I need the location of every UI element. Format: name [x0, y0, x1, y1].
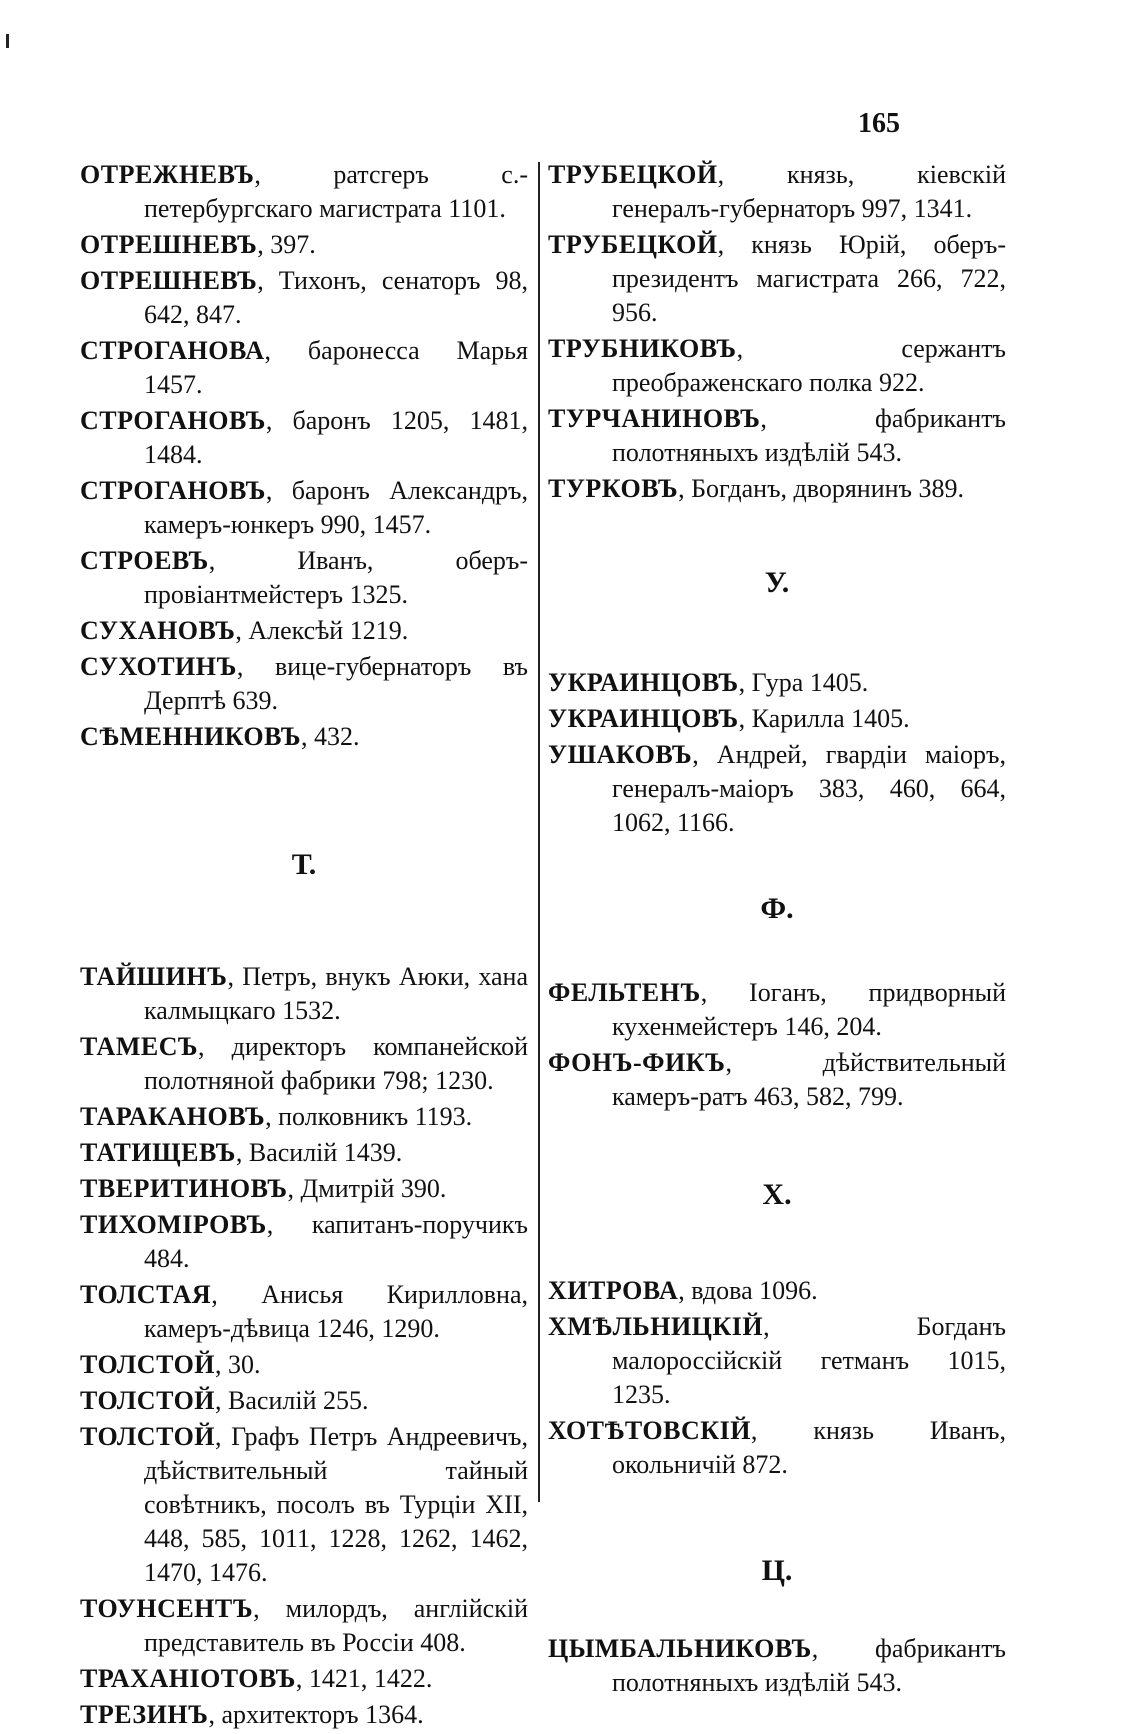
entry-surname: ФОНЪ-ФИКЪ — [548, 1048, 726, 1077]
index-entry — [80, 1348, 528, 1382]
index-entry — [80, 1100, 528, 1134]
entry-text: , дѣйствительный камеръ-ратъ 463, 582, 799. — [612, 1048, 1006, 1111]
letter-heading-kh: Х. — [762, 1178, 792, 1211]
entry-text: , вдова 1096. — [678, 1276, 818, 1305]
entry-surname: ТИХОМІРОВЪ — [80, 1210, 267, 1239]
entry-surname: ФЕЛЬТЕНЪ — [548, 978, 701, 1007]
entries-group — [548, 1632, 1006, 1700]
index-entry — [80, 544, 528, 612]
entry-text: , Богданъ, дворянинъ 389. — [678, 474, 964, 503]
entry-surname: ТРАХАНІОТОВЪ — [80, 1664, 296, 1693]
letter-heading-f: Ф. — [760, 892, 794, 925]
letter-heading-ts: Ц. — [761, 1554, 793, 1587]
entry-surname: ТОЛСТОЙ — [80, 1350, 216, 1379]
entry-surname: ТАЙШИНЪ — [80, 962, 228, 991]
entry-surname: ЦЫМБАЛЬНИКОВЪ — [548, 1634, 812, 1663]
entry-surname: ТОЛСТОЙ — [80, 1422, 216, 1451]
entry-text: , Иванъ, оберъ-провіантмейстеръ 1325. — [144, 546, 528, 609]
index-entry — [548, 738, 1006, 840]
entries-group — [548, 976, 1006, 1114]
index-entry — [80, 334, 528, 402]
entry-text: , фабрикантъ полотняныхъ издѣлій 543. — [612, 404, 1006, 467]
entry-text: , 432. — [300, 722, 360, 751]
entry-text: , Дмитрій 390. — [287, 1174, 447, 1203]
left-column — [80, 158, 528, 1734]
entry-surname: ТВЕРИТИНОВЪ — [80, 1174, 288, 1203]
entry-surname: СТРОЕВЪ — [80, 546, 209, 575]
index-entry — [80, 960, 528, 1028]
index-entry — [80, 720, 528, 754]
index-entry — [548, 1046, 1006, 1114]
index-entry — [548, 976, 1006, 1044]
entry-surname: СУХОТИНЪ — [80, 652, 237, 681]
entry-text: , Тихонъ, сенаторъ 98, 642, 847. — [144, 266, 528, 329]
index-entry — [548, 158, 1006, 226]
entry-text: , Василій 1439. — [235, 1138, 403, 1167]
entries-group — [548, 1274, 1006, 1482]
index-entry — [548, 1274, 1006, 1308]
index-entry — [548, 332, 1006, 400]
page-number: 165 — [858, 108, 900, 139]
entry-text: , Алексѣй 1219. — [235, 616, 409, 645]
entry-surname: ТАМЕСЪ — [80, 1032, 199, 1061]
entry-text: , 397. — [257, 230, 316, 259]
entry-surname: ТРУБЕЦКОЙ — [548, 230, 718, 259]
index-entry — [80, 228, 528, 262]
index-entry — [80, 614, 528, 648]
entry-surname: СТРОГАНОВЪ — [80, 406, 266, 435]
index-entry — [80, 1420, 528, 1590]
index-entry — [548, 228, 1006, 330]
entry-surname: УКРАИНЦОВЪ — [548, 668, 739, 697]
index-entry — [80, 158, 528, 226]
entry-text: , вице-губернаторъ въ Дерптѣ 639. — [144, 652, 528, 715]
entry-surname: УКРАИНЦОВЪ — [548, 704, 739, 733]
entry-surname: УШАКОВЪ — [548, 740, 693, 769]
entry-text: , Петръ, внукъ Аюки, хана калмыцкаго 1532. — [144, 962, 528, 1025]
entry-surname: СУХАНОВЪ — [80, 616, 236, 645]
entry-text: , директоръ компанейской полотняной фабрики 798; 1230. — [144, 1032, 528, 1095]
entry-surname: ТУРКОВЪ — [548, 474, 679, 503]
entry-surname: ТРЕЗИНЪ — [80, 1700, 209, 1729]
entry-surname: ОТРЕЖНЕВЪ — [80, 160, 255, 189]
index-entry — [80, 1172, 528, 1206]
entry-surname: ХМѢЛЬНИЦКІЙ — [548, 1312, 764, 1341]
entry-surname: ТУРЧАНИНОВЪ — [548, 404, 761, 433]
column-divider — [538, 162, 540, 1502]
index-entry — [80, 1592, 528, 1660]
entry-text: , 30. — [215, 1350, 261, 1379]
index-entry — [548, 1632, 1006, 1700]
entry-text: , Графъ Петръ Андреевичъ, дѣйствительный тайный совѣтникъ, посолъ въ Турціи XII, 448, 585, 1011, 1228, 1262, 1462, 1470, 1476. — [144, 1422, 528, 1587]
entry-text: , сержантъ преображенскаго полка 922. — [612, 334, 1006, 397]
entry-text: , Карилла 1405. — [738, 704, 910, 733]
index-entry — [80, 1278, 528, 1346]
index-entry — [548, 472, 1006, 506]
entry-text: , ратсгеръ с.-петербургскаго магистрата 1101. — [144, 160, 528, 223]
entry-text: , баронъ 1205, 1481, 1484. — [144, 406, 528, 469]
entry-surname: СТРОГАНОВА — [80, 336, 265, 365]
entry-surname: ТОЛСТОЙ — [80, 1386, 216, 1415]
entry-text: , Андрей, гвардіи маіоръ, генералъ-маіоръ 383, 460, 664, 1062, 1166. — [612, 740, 1006, 837]
letter-heading-u: У. — [764, 566, 790, 599]
entry-surname: ХИТРОВА — [548, 1276, 679, 1305]
entry-text: , Іоганъ, придворный кухенмейстеръ 146, 204. — [612, 978, 1006, 1041]
entry-text: , полковникъ 1193. — [265, 1102, 473, 1131]
index-entry — [548, 1310, 1006, 1412]
index-entry — [548, 702, 1006, 736]
entry-surname: ХОТѢТОВСКІЙ — [548, 1416, 751, 1445]
entry-text: , 1421, 1422. — [295, 1664, 433, 1693]
index-entry — [80, 650, 528, 718]
index-entry — [548, 1414, 1006, 1482]
entry-text: , архитекторъ 1364. — [208, 1700, 424, 1729]
index-entry — [548, 666, 1006, 700]
scan-margin-mark — [6, 34, 9, 48]
index-entry — [80, 404, 528, 472]
entry-surname: ТАТИЩЕВЪ — [80, 1138, 236, 1167]
index-entry — [80, 1136, 528, 1170]
entry-text: , баронесса Марья 1457. — [144, 336, 528, 399]
entry-text: , фабрикантъ полотняныхъ издѣлій 543. — [612, 1634, 1006, 1697]
entry-surname: ТОЛСТАЯ — [80, 1280, 212, 1309]
index-entry — [80, 264, 528, 332]
entry-text: , капитанъ-поручикъ 484. — [144, 1210, 528, 1273]
index-entry — [548, 402, 1006, 470]
letter-heading-t: Т. — [291, 848, 317, 881]
entry-surname: СТРОГАНОВЪ — [80, 476, 266, 505]
entry-surname: ОТРЕШНЕВЪ — [80, 266, 258, 295]
index-entry — [80, 1208, 528, 1276]
right-column — [548, 158, 1006, 1702]
index-entry — [80, 1698, 528, 1732]
entry-text: , князь Юрій, оберъ-президентъ магистрата 266, 722, 956. — [612, 230, 1006, 327]
entries-group — [548, 158, 1006, 506]
entry-text: , Гура 1405. — [738, 668, 869, 697]
entry-text: , Богданъ малороссійскій гетманъ 1015, 1235. — [612, 1312, 1006, 1409]
entries-group — [80, 158, 528, 754]
entries-group — [80, 960, 528, 1732]
entry-text: , князь, кіевскій генералъ-губернаторъ 997, 1341. — [612, 160, 1006, 223]
index-entry — [80, 1030, 528, 1098]
entry-text: , Анисья Кирилловна, камеръ-дѣвица 1246, 1290. — [144, 1280, 528, 1343]
entry-text: , милордъ, англійскій представитель въ Россіи 408. — [144, 1594, 528, 1657]
entry-surname: СѢМЕННИКОВЪ — [80, 722, 301, 751]
entry-surname: ТАРАКАНОВЪ — [80, 1102, 266, 1131]
entry-text: , князь Иванъ, окольничій 872. — [612, 1416, 1006, 1479]
entry-text: , баронъ Александръ, камеръ-юнкеръ 990, 1457. — [144, 476, 528, 539]
entries-group — [548, 666, 1006, 840]
entry-surname: ОТРЕШНЕВЪ — [80, 230, 258, 259]
index-entry — [80, 1384, 528, 1418]
index-entry — [80, 1662, 528, 1696]
entry-surname: ТОУНСЕНТЪ — [80, 1594, 254, 1623]
entry-text: , Василій 255. — [215, 1386, 369, 1415]
entry-surname: ТРУБЕЦКОЙ — [548, 160, 718, 189]
index-entry — [80, 474, 528, 542]
entry-surname: ТРУБНИКОВЪ — [548, 334, 737, 363]
